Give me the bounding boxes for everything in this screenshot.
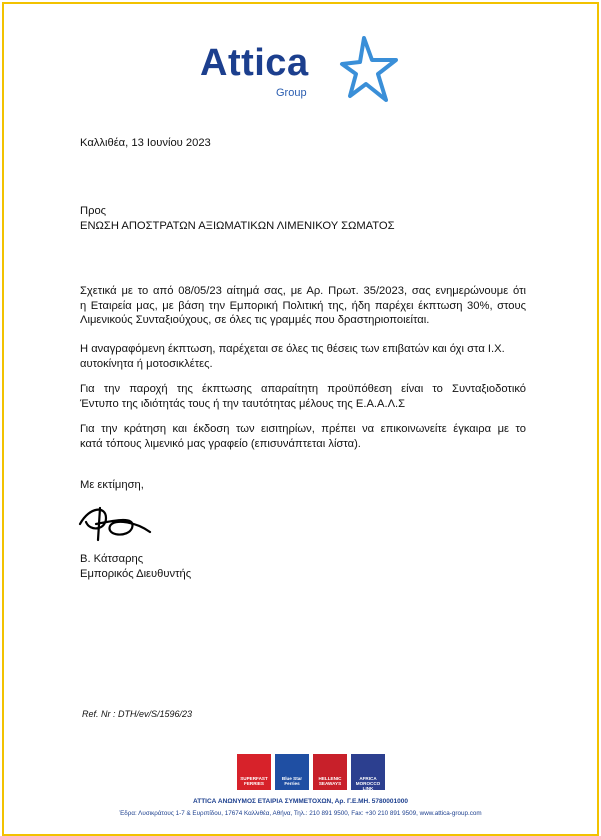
brand-logos <box>237 754 387 790</box>
footer-address: Έδρα: Λυσικράτους 1-7 & Ευριπίδου, 17674 Καλλιθέα, Αθήνα, Τηλ.: 210 891 9500, Fax: +30 210 891 9509, www.attica-group.com <box>119 810 482 817</box>
paragraph-line: Για την κράτηση και έκδοση των εισιτηρίων, πρέπει να επικοινωνείτε έγκαιρα με το <box>80 423 526 435</box>
logo-wordmark: Attica <box>200 42 309 84</box>
paragraph-line: κατά τόπους λιμενικό μας γραφείο (επισυνάπτεται λίστα). <box>80 437 361 450</box>
logo-subtitle: Group <box>276 87 307 99</box>
paragraph-line: Για την παροχή της έκπτωσης απαραίτητη προϋπόθεση είναι το Συνταξιοδοτικό <box>80 383 526 395</box>
signer-title: Εμπορικός Διευθυντής <box>80 568 192 580</box>
attica-group-logo <box>194 34 404 114</box>
signature <box>76 502 156 542</box>
superfast-logo: SUPERFAST FERRIES <box>237 754 271 790</box>
footer-company: ATTICA ΑΝΩΝΥΜΟΣ ΕΤΑΙΡΙΑ ΣΥΜΜΕΤΟΧΩΝ, Αρ. Γ.Ε.ΜΗ. 5780001000 <box>193 798 408 805</box>
star-icon <box>334 34 400 106</box>
paragraph-line: Λιμενικούς Συνταξιούχους, σε όλες τις γραμμές που δραστηριοποιείται. <box>80 314 430 327</box>
paragraph-4 <box>80 422 526 451</box>
paragraph-line: Η αναγραφόμενη έκπτωση, παρέχεται σε όλες τις θέσεις των επιβατών και όχι στα Ι.Χ. <box>80 343 505 355</box>
paragraph-line: αυτοκίνητα ή μοτοσικλέτες. <box>80 357 213 370</box>
paragraph-1 <box>80 284 526 328</box>
recipient-label: Προς <box>80 205 107 217</box>
paragraph-line: Έντυπο της ιδιότητάς τους ή την ταυτότητας μέλους της Ε.Α.Α.Λ.Σ <box>80 397 406 410</box>
paragraph-line: Σχετικά με το από 08/05/23 αίτημά σας, με Αρ. Πρωτ. 35/2023, σας ενημερώνουμε ότι <box>80 285 526 297</box>
bluestar-logo: Blue Star Ferries <box>275 754 309 790</box>
letter-page <box>2 2 599 836</box>
africa-morocco-link-logo: AFRICA MOROCCO LINK <box>351 754 385 790</box>
reference-number: Ref. Nr : DTH/ev/S/1596/23 <box>82 709 193 719</box>
hellenic-seaways-logo: HELLENIC SEAWAYS <box>313 754 347 790</box>
paragraph-line: η Εταιρεία μας, με βάση την Εμπορική Πολιτική της, ήδη παρέχει έκπτωση 30%, στους <box>80 299 526 312</box>
date-line: Καλλιθέα, 13 Ιουνίου 2023 <box>80 137 211 149</box>
paragraph-3 <box>80 382 526 411</box>
recipient-name: ΕΝΩΣΗ ΑΠΟΣΤΡΑΤΩΝ ΑΞΙΩΜΑΤΙΚΩΝ ΛΙΜΕΝΙΚΟΥ ΣΩΜΑΤΟΣ <box>80 220 395 232</box>
closing-salutation: Με εκτίμηση, <box>80 479 144 491</box>
signer-name: Β. Κάτσαρης <box>80 553 144 565</box>
paragraph-2 <box>80 342 526 371</box>
